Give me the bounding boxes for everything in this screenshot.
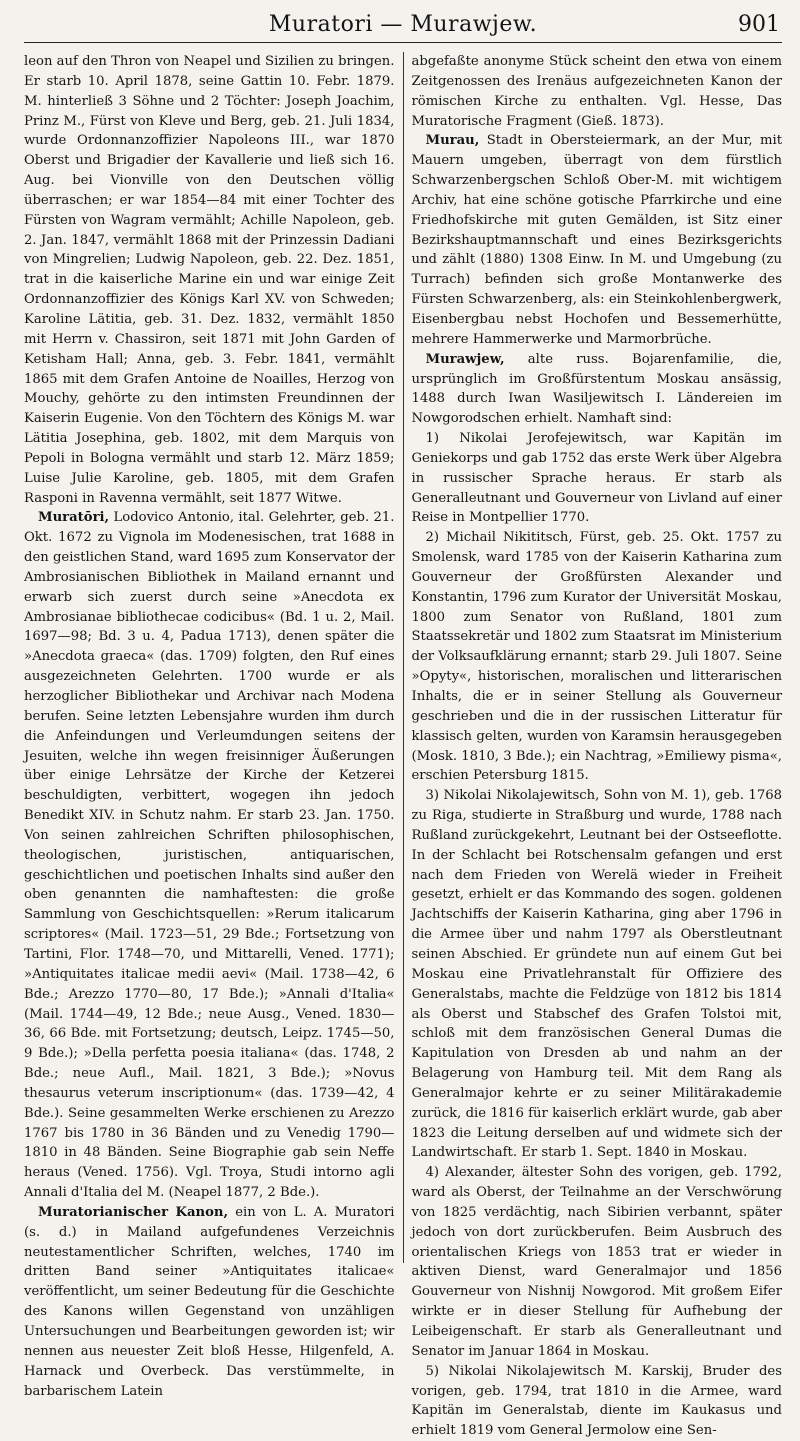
entry-text: alte russ. Bojarenfamilie, die, ursprünglich im Großfürstentum Moskau ansässig, 1488 durch Iwan Wasiljewitsch I. Ländereien im Nowgorodschen erhielt. Namhaft sind: (411, 351, 782, 427)
left-column (24, 52, 403, 1399)
entry-muratorianischer-kanon (24, 1203, 395, 1401)
headword: Murawjew, (425, 351, 505, 367)
page-number: 901 (738, 12, 780, 37)
sub-entry: 1) Nikolai Jerofejewitsch, war Kapitän im Geniekorps und gab 1752 das erste Werk über Algebra in russischer Sprache heraus. Er starb als Generalleutnant und Gouverneur von Livland auf einer Reise in Montpellier 1770. (411, 431, 782, 526)
entry-murawjew (412, 350, 783, 429)
text-columns (24, 52, 782, 1439)
headword: Murau, (425, 133, 480, 149)
running-title: Muratori — Murawjew. (268, 12, 538, 37)
entry-text: ein von L. A. Muratori (s. d.) in Mailand aufgefundenes Verzeichnis neutestamentlicher Schriften, welches, 1740 im dritten Band seiner »Antiquitates italicae« veröffentlicht, um seiner Bedeutung für die Geschichte des Kanons willen Gegenstand von unzähligen Untersuchungen und Bearbeitungen geworden ist; wir nennen aus neuester Zeit bloß Hesse, Hilgenfeld, A. Harnack und Overbeck. Das verstümmelte, in barbarischem Latein (24, 1204, 395, 1399)
headword: Muratōri, (38, 510, 110, 526)
paragraph: leon auf den Thron von Neapel und Sizilien zu bringen. Er starb 10. April 1878, seine Gattin 10. Febr. 1879. M. hinterließ 3 Söhne und 2 Töchter: Joseph Joachim, Prinz M., Fürst von Kleve und Berg, geb. 21. Juli 1834, wurde Ordonnanzoffizier Napoleons III., war 1870 Oberst und Brigadier der Kavallerie und ließ sich 16. Aug. bei Vionville von den Deutschen völlig überraschen; er war 1854—84 mit einer Tochter des Fürsten von Wagram vermählt; Achille Napoleon, geb. 2. Jan. 1847, vermählt 1868 mit der Prinzessin Dadiani von Mingrelien; Ludwig Napoleon, geb. 22. Dez. 1851, trat in die kaiserliche Marine ein und war einige Zeit Ordonnanzoffizier des Königs Karl XV. von Schweden; Karoline Lätitia, geb. 31. Dez. 1832, vermählt 1850 mit Herrn v. Chassiron, seit 1871 mit John Garden of Ketisham Hall; Anna, geb. 3. Febr. 1841, vermählt 1865 mit dem Grafen Antoine de Noailles, Herzog von Mouchy, gehörte zu den intimsten Freundinnen der Kaiserin Eugenie. Von den Töchtern des Königs M. war Lätitia Josephina, geb. 1802, mit dem Marquis von Pepoli in Bologna vermählt und starb 12. März 1859; Luise Julie Karoline, geb. 1805, mit dem Grafen Rasponi in Ravenna vermählt, seit 1877 Witwe. (24, 54, 395, 506)
sub-entry: 2) Michail Nikititsch, Fürst, geb. 25. Okt. 1757 zu Smolensk, ward 1785 von der Kaiserin Katharina zum Gouverneur der Großfürsten Alexander und Konstantin, 1796 zum Kurator der Universität Moskau, 1800 zum Senator von Rußland, 1801 zum Staatssekretär und 1802 zum Staatsrat im Ministerium der Volksaufklärung ernannt; starb 29. Juli 1807. Seine »Opyty«, historischen, moralischen und litterarischen Inhalts, die er in seiner Stellung als Gouverneur geschrieben und die in der russischen Litteratur für klassisch gelten, wurden von Karamsin herausgegeben (Mosk. 1810, 3 Bde.); ein Nachtrag, »Emiliewy pisma«, erschien Petersburg 1815. (411, 530, 782, 784)
entry-text: Stadt in Obersteiermark, an der Mur, mit Mauern umgeben, überragt von dem fürstlich Schwarzenbergschen Schloß Ober-M. mit wichtigem Archiv, hat eine schöne gotische Pfarrkirche und eine Friedhofskirche mit guten Gemälden, ist Sitz einer Bezirkshauptmannschaft und eines Bezirksgerichts und zählt (1880) 1308 Einw. In M. und Umgebung (zu Turrach) befinden sich große Montanwerke des Fürsten Schwarzenberg, als: ein Steinkohlenbergwerk, Eisenbergbau nebst Hochofen und Bessemerhütte, mehrere Hammerwerke und Marmorbrüche. (411, 133, 782, 347)
paragraph: abgefaßte anonyme Stück scheint den etwa von einem Zeitgenossen des Irenäus aufgezeichneten Kanon der römischen Kirche zu enthalten. Vgl. Hesse, Das Muratorische Fragment (Gieß. 1873). (411, 54, 782, 129)
entry-murau (412, 131, 783, 349)
entry-muratori (24, 508, 395, 1203)
page-header (24, 8, 782, 43)
headword: Muratorianischer Kanon, (38, 1204, 229, 1220)
sub-entry: 5) Nikolai Nikolajewitsch M. Karskij, Bruder des vorigen, geb. 1794, trat 1810 in die Armee, ward Kapitän im Generalstab, diente im Kaukasus und erhielt 1819 vom General Jermolow eine Sen- (411, 1363, 782, 1439)
right-column (404, 52, 783, 1439)
sub-entry: 3) Nikolai Nikolajewitsch, Sohn von M. 1), geb. 1768 zu Riga, studierte in Straßburg und wurde, 1788 nach Rußland zurückgekehrt, Leutnant bei der Ostseeflotte. In der Schlacht bei Rotschensalm gefangen und erst nach dem Frieden von Werelä wieder in Freiheit gesetzt, erhielt er das Kommando des sogen. goldenen Jachtschiffs der Kaiserin Katharina, ging aber 1796 in die Armee über und nahm 1797 als Oberstleutnant seinen Abschied. Er gründete nun auf einem Gut bei Moskau eine Privatlehranstalt für Offiziere des Generalstabs, machte die Feldzüge von 1812 bis 1814 als Oberst und Stabschef des Grafen Tolstoi mit, schloß mit dem französischen General Dumas die Kapitulation von Dresden ab und nahm an der Belagerung von Hamburg teil. Mit dem Rang als Generalmajor kehrte er zu seiner Militärakademie zurück, die 1816 für kaiserlich erklärt wurde, gab aber 1823 die Leitung derselben auf und widmete sich der Landwirtschaft. Er starb 1. Sept. 1840 in Moskau. (411, 788, 782, 1161)
sub-entry: 4) Alexander, ältester Sohn des vorigen, geb. 1792, ward als Oberst, der Teilnahme an der Verschwörung von 1825 verdächtig, nach Sibirien verbannt, später jedoch von dort zurückberufen. Beim Ausbruch des orientalischen Kriegs von 1853 trat er wieder in aktiven Dienst, ward Generalmajor und 1856 Gouverneur von Nishnij Nowgorod. Mit großem Eifer wirkte er in dieser Stellung für Aufhebung der Leibeigenschaft. Er starb als Generalleutnant und Senator im Januar 1864 in Moskau. (411, 1165, 782, 1359)
entry-text: Lodovico Antonio, ital. Gelehrter, geb. 21. Okt. 1672 zu Vignola im Modenesischen, trat 1688 in den geistlichen Stand, ward 1695 zum Konservator der Ambrosianischen Bibliothek in Mailand ernannt und erwarb sich zuerst durch seine »Anecdota ex Ambrosianae bibliothecae codicibus« (Bd. 1 u. 2, Mail. 1697—98; Bd. 3 u. 4, Padua 1713), denen später die »Anecdota graeca« (das. 1709) folgten, den Ruf eines ausgezeichneten Gelehrten. 1700 wurde er als herzoglicher Bibliothekar und Archivar nach Modena berufen. Seine letzten Lebensjahre wurden ihm durch die Anfeindungen und Verleumdungen seitens der Jesuiten, welche ihn wegen freisinniger Äußerungen über einige Lehrsätze der Kirche der Ketzerei beschuldigten, verbittert, wogegen ihn jedoch Benedikt XIV. in Schutz nahm. Er starb 23. Jan. 1750. Von seinen zahlreichen Schriften philosophischen, theologischen, juristischen, antiquarischen, geschichtlichen und poetischen Inhalts sind außer den oben genannten die namhaftesten: die große Sammlung von Geschichtsquellen: »Rerum italicarum scriptores« (Mail. 1723—51, 29 Bde.; Fortsetzung von Tartini, Flor. 1748—70, und Mittarelli, Vened. 1771); »Antiquitates italicae medii aevi« (Mail. 1738—42, 6 Bde.; Arezzo 1770—80, 17 Bde.); »Annali d'Italia« (Mail. 1744—49, 12 Bde.; neue Ausg., Vened. 1830—36, 66 Bde. mit Fortsetzung; deutsch, Leipz. 1745—50, 9 Bde.); »Della perfetta poesia italiana« (das. 1748, 2 Bde.; neue Aufl., Mail. 1821, 3 Bde.); »Novus thesaurus veterum inscriptionum« (das. 1739—42, 4 Bde.). Seine gesammelten Werke erschienen zu Arezzo 1767 bis 1780 in 36 Bänden und zu Venedig 1790—1810 in 48 Bänden. Seine Biographie gab sein Neffe heraus (Vened. 1756). Vgl. Troya, Studi intorno agli Annali d'Italia del M. (Neapel 1877, 2 Bde.). (24, 510, 395, 1201)
